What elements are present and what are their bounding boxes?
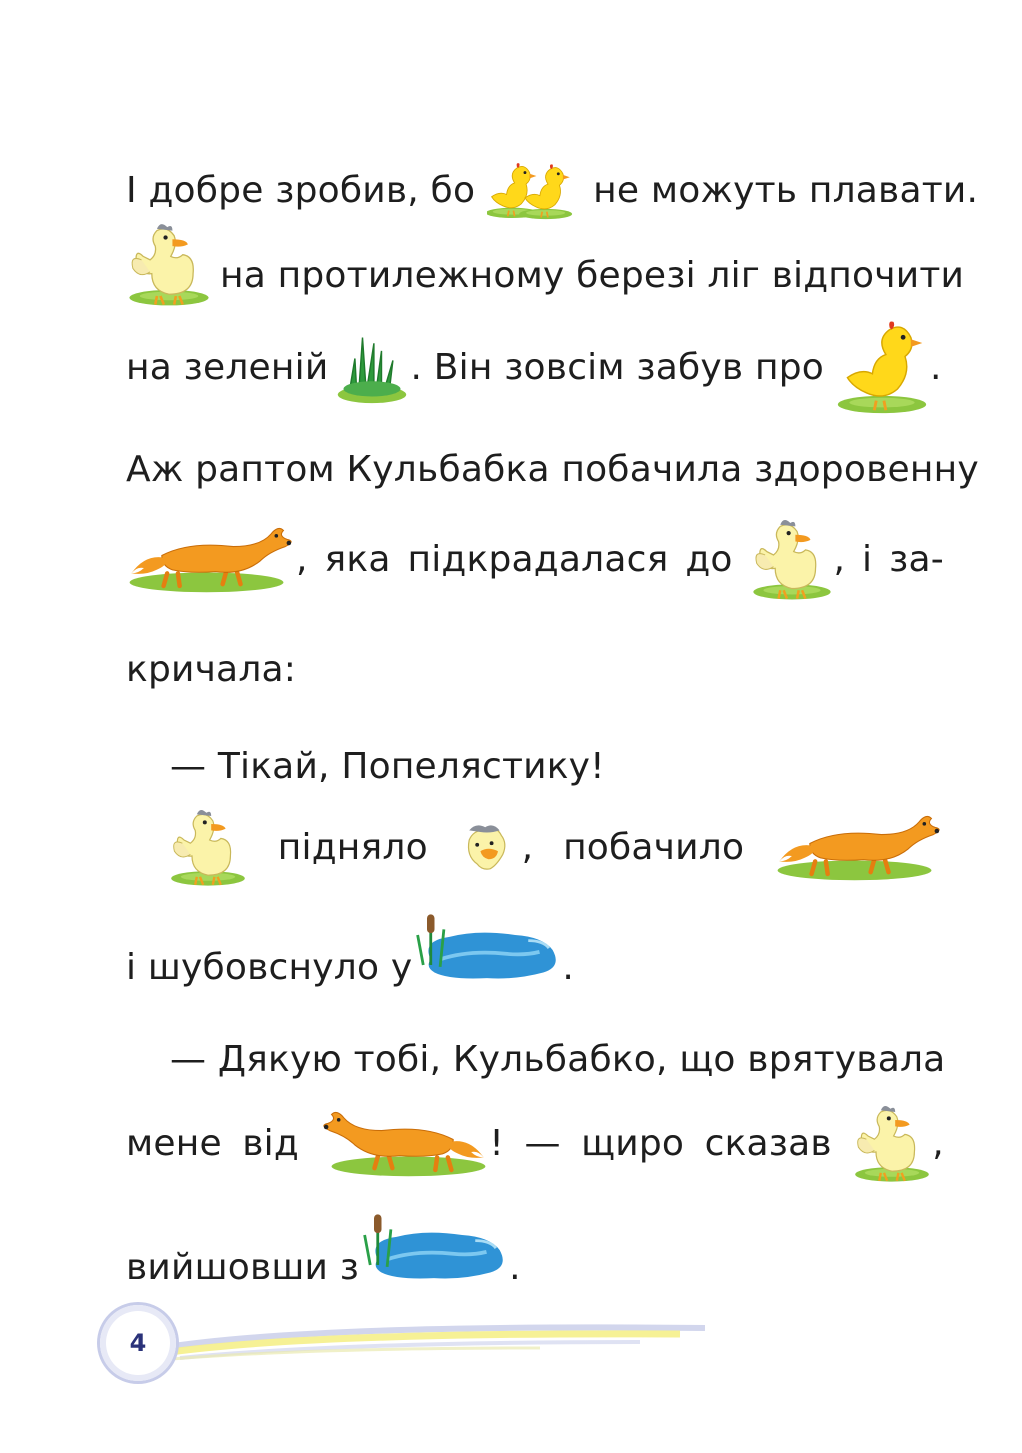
text-segment: І добре зробив, бо xyxy=(126,170,476,211)
fox-icon xyxy=(774,807,944,889)
text-segment: , xyxy=(296,539,308,580)
text-segment: за- xyxy=(889,539,944,580)
text-segment: щиро xyxy=(581,1123,685,1164)
text-segment: сказав xyxy=(704,1123,832,1164)
text-segment: і xyxy=(862,539,873,580)
text-segment: мене xyxy=(126,1123,222,1164)
text-line-1 xyxy=(126,155,979,227)
text-segment: на зеленій xyxy=(126,347,329,388)
text-segment: , xyxy=(932,1123,944,1164)
text-segment: і шубовснуло у xyxy=(126,947,413,988)
text-segment: кричала: xyxy=(126,649,297,690)
grass-tuft-icon xyxy=(334,330,410,406)
text-segment: яка xyxy=(324,539,391,580)
duck-icon xyxy=(168,800,248,896)
text-segment: . Він зовсім забув про xyxy=(410,347,824,388)
text-line-5 xyxy=(126,512,944,608)
text-segment: на протилежному березі ліг відпочити xyxy=(220,255,965,296)
text-line-10 xyxy=(170,1038,944,1082)
text-line-8 xyxy=(168,800,944,896)
text-line-2 xyxy=(126,220,965,310)
text-segment: — xyxy=(524,1123,561,1164)
duck-icon xyxy=(852,1092,932,1196)
text-segment: , xyxy=(833,539,846,580)
text-segment: не можуть плавати. xyxy=(593,170,979,211)
fox-icon xyxy=(126,517,296,603)
chick-icon xyxy=(834,318,930,418)
text-line-12 xyxy=(126,1200,944,1300)
text-segment: . xyxy=(509,1247,521,1288)
text-segment: — Тікай, Попелястику! xyxy=(170,746,605,787)
text-segment: побачило xyxy=(563,827,745,868)
text-segment: ! xyxy=(489,1123,505,1164)
text-line-3 xyxy=(126,318,944,418)
text-line-6 xyxy=(126,648,944,692)
duck-icon xyxy=(126,220,212,310)
text-segment: підкрадалася xyxy=(407,539,669,580)
decorative-swoosh xyxy=(160,1318,705,1366)
text-segment: від xyxy=(242,1123,299,1164)
text-segment: — Дякую тобі, Кульбабко, що врятувала xyxy=(170,1039,946,1080)
text-line-11 xyxy=(126,1092,944,1196)
text-segment: . xyxy=(562,947,575,988)
page-number: 4 xyxy=(100,1305,176,1381)
pond-icon xyxy=(359,1200,509,1300)
text-segment: вийшовши з xyxy=(126,1247,360,1288)
two-chicks-icon xyxy=(487,155,579,227)
text-line-4 xyxy=(126,448,979,492)
duck-icon xyxy=(750,512,834,608)
pond-icon xyxy=(412,895,562,1005)
text-segment: . xyxy=(929,347,942,388)
text-line-9 xyxy=(126,895,944,1005)
text-segment: до xyxy=(685,539,733,580)
duck-head-icon xyxy=(458,816,514,880)
text-line-7 xyxy=(170,745,944,789)
text-segment: , xyxy=(521,827,534,868)
fox-icon xyxy=(319,1103,489,1185)
text-segment: підняло xyxy=(277,827,428,868)
text-segment: Аж раптом Кульбабка побачила здоровенну xyxy=(126,449,979,490)
